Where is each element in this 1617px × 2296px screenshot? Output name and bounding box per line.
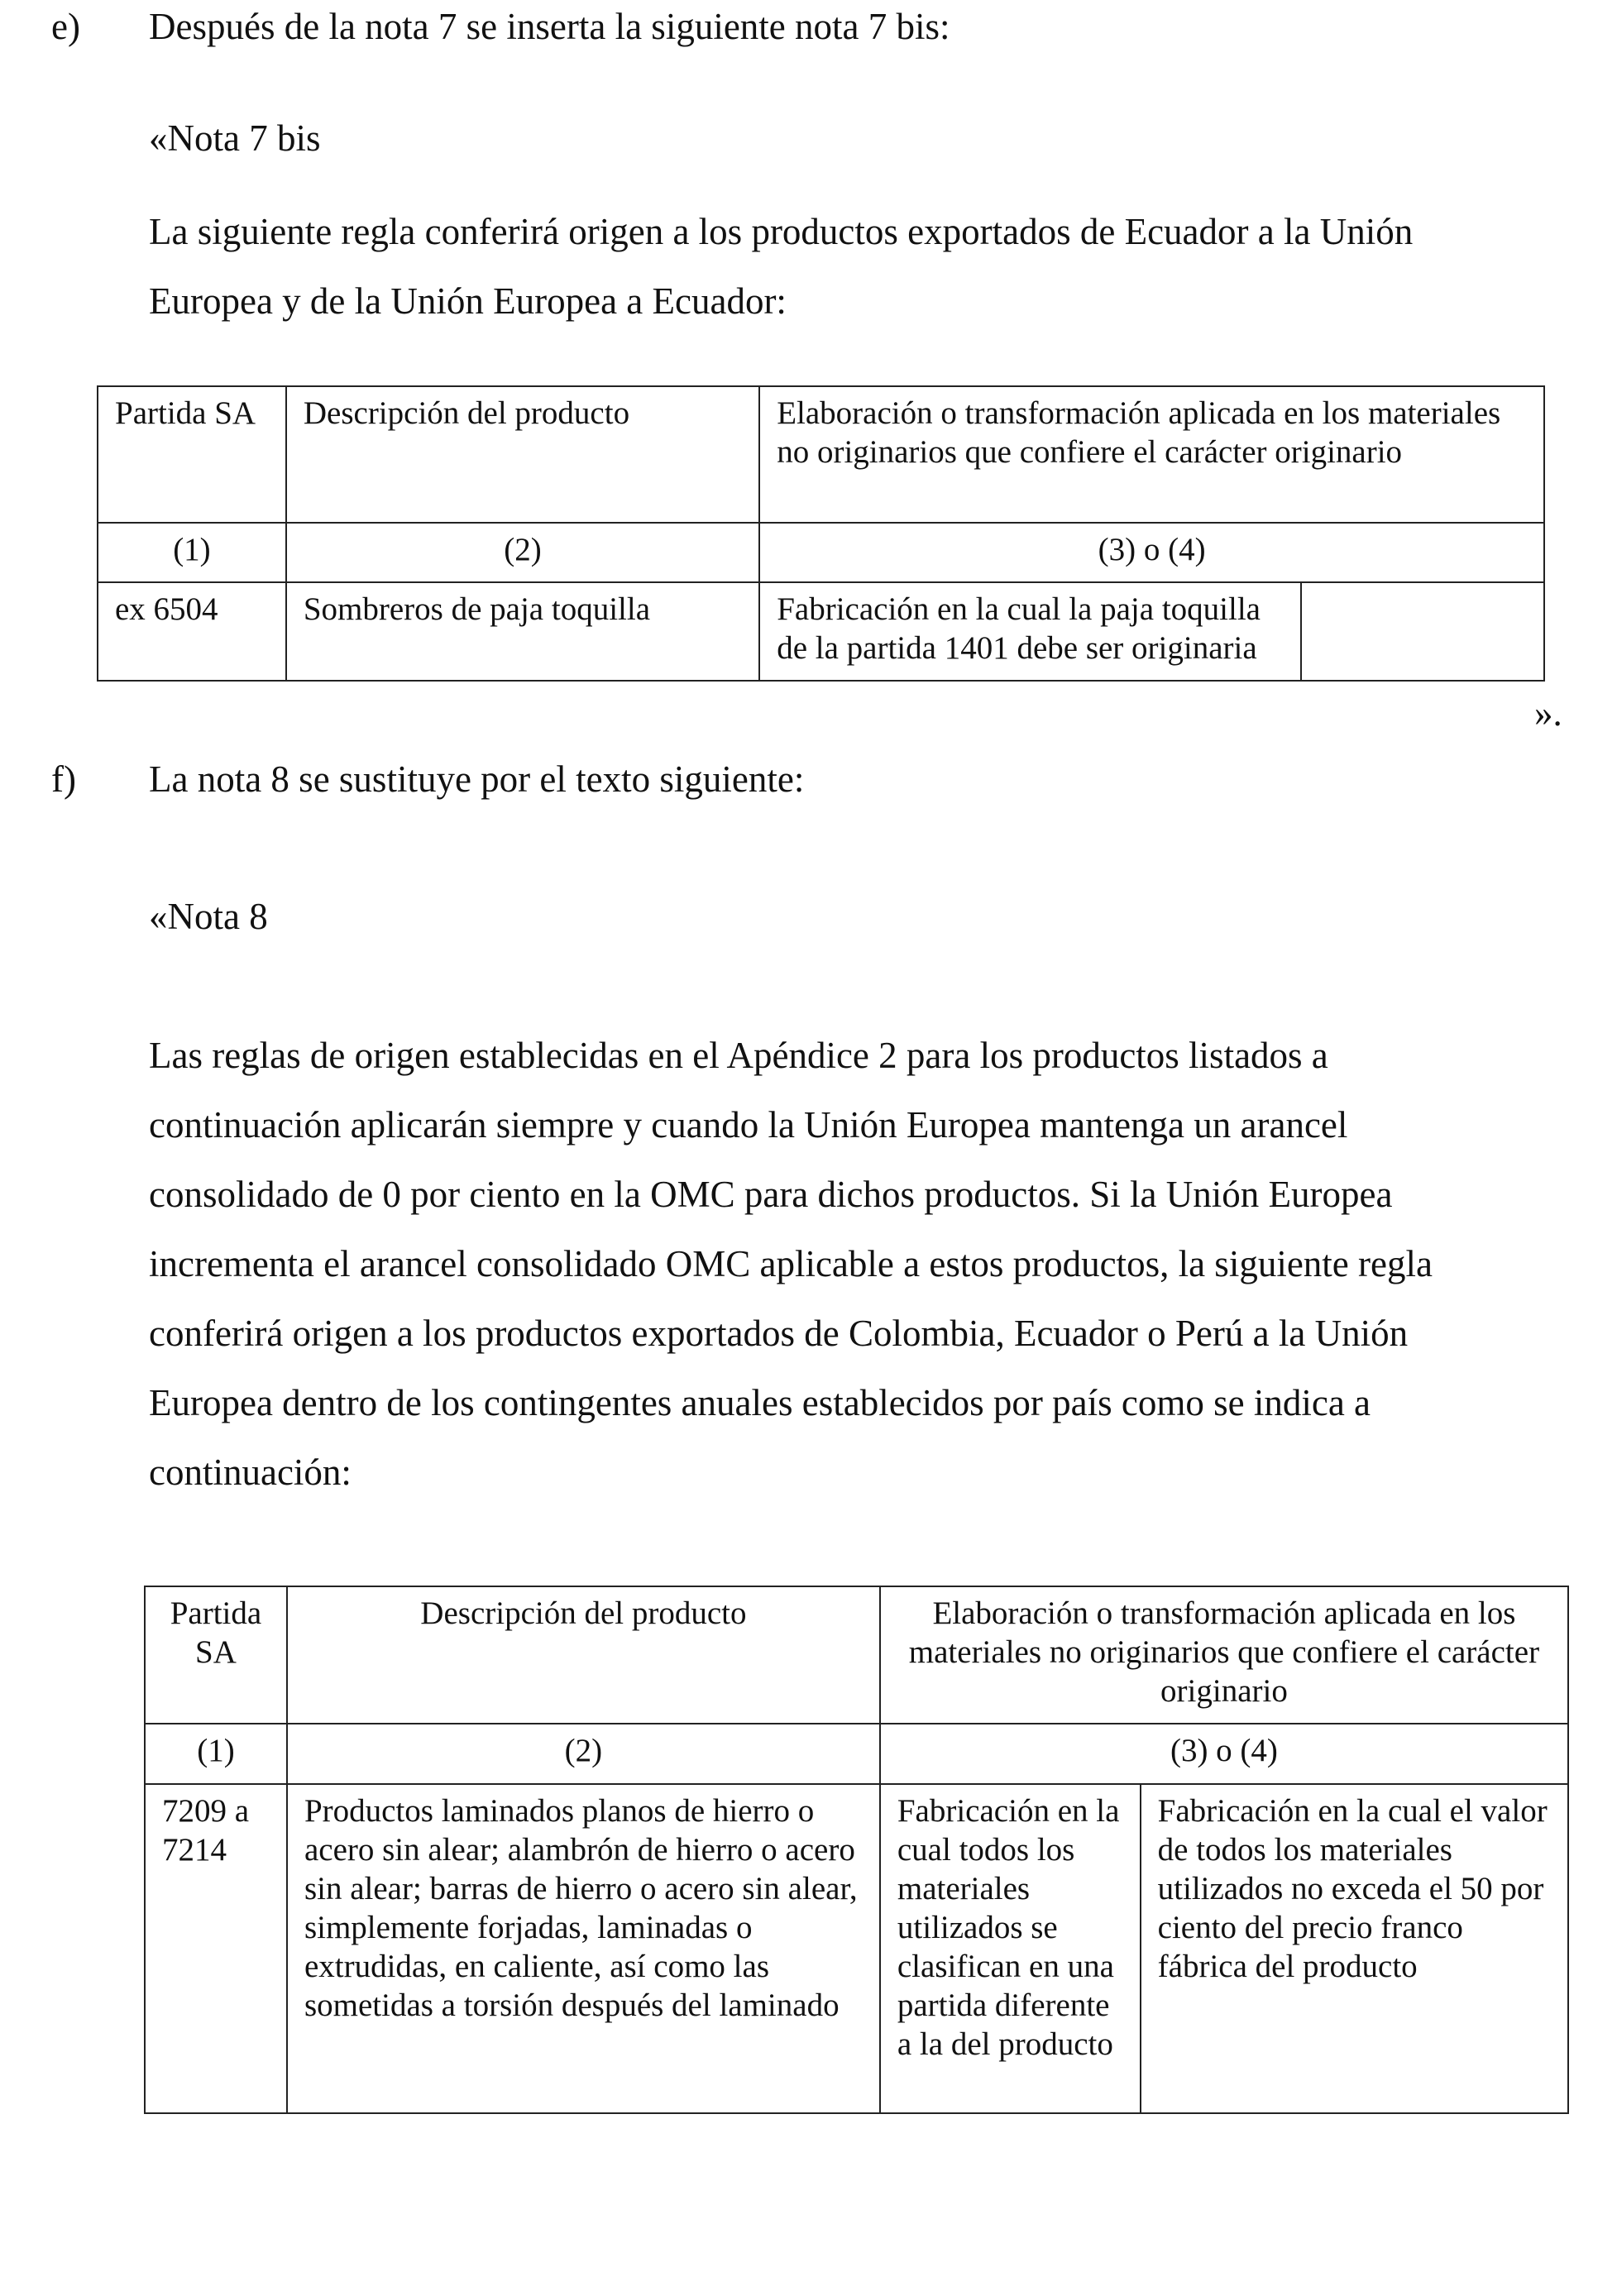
note-7bis-intro-line-2: Europea y de la Unión Europea a Ecuador: <box>149 280 787 322</box>
paragraph-line: consolidado de 0 por ciento en la OMC para dichos productos. Si la Unión Europea <box>149 1174 1393 1215</box>
note-8-paragraph <box>149 1021 1555 1507</box>
table-header-row <box>98 386 1544 523</box>
table-row <box>145 1784 1568 2113</box>
item-e-heading: Después de la nota 7 se inserta la siguiente nota 7 bis: <box>149 6 950 47</box>
table-number-row <box>145 1724 1568 1784</box>
header-elaboracion: Elaboración o transformación aplicada en los materiales no originarios que confiere el carácter originario <box>880 1586 1568 1724</box>
item-e-label: e) <box>51 6 80 47</box>
note-7bis-intro-line-1: La siguiente regla conferirá origen a los productos exportados de Ecuador a la Unión <box>149 211 1414 252</box>
closing-quote: ». <box>1534 692 1562 734</box>
table-row <box>98 582 1544 681</box>
table-number-row <box>98 523 1544 582</box>
paragraph-line: incrementa el arancel consolidado OMC aplicable a estos productos, la siguiente regla <box>149 1243 1433 1284</box>
col-number-1: (1) <box>98 523 286 582</box>
table-header-row <box>145 1586 1568 1724</box>
cell-partida: 7209 a 7214 <box>145 1784 287 2113</box>
header-elaboracion: Elaboración o transformación aplicada en los materiales no originarios que confiere el carácter originario <box>759 386 1544 523</box>
header-partida-sa: Partida SA <box>145 1586 287 1724</box>
cell-regla-3: Fabricación en la cual la paja toquilla de la partida 1401 debe ser originaria <box>759 582 1301 681</box>
item-f-heading: La nota 8 se sustituye por el texto siguiente: <box>149 758 805 800</box>
col-number-2: (2) <box>287 1724 880 1784</box>
rule-table-7bis <box>97 385 1545 682</box>
col-number-1: (1) <box>145 1724 287 1784</box>
paragraph-line: continuación: <box>149 1452 352 1493</box>
paragraph-line: Las reglas de origen establecidas en el Apéndice 2 para los productos listados a <box>149 1035 1328 1076</box>
paragraph-line: Europea dentro de los contingentes anuales establecidos por país como se indica a <box>149 1382 1371 1423</box>
item-f-label: f) <box>51 758 76 800</box>
col-number-3-4: (3) o (4) <box>880 1724 1568 1784</box>
cell-descripcion: Sombreros de paja toquilla <box>286 582 759 681</box>
cell-regla-3: Fabricación en la cual todos los materiales utilizados se clasifican en una partida diferente a la del producto <box>880 1784 1141 2113</box>
note-7bis-title: «Nota 7 bis <box>149 117 321 159</box>
header-descripcion: Descripción del producto <box>286 386 759 523</box>
header-descripcion: Descripción del producto <box>287 1586 880 1724</box>
header-partida-sa: Partida SA <box>98 386 286 523</box>
cell-partida: ex 6504 <box>98 582 286 681</box>
cell-regla-4 <box>1301 582 1544 681</box>
paragraph-line: conferirá origen a los productos exportados de Colombia, Ecuador o Perú a la Unión <box>149 1313 1409 1354</box>
cell-regla-4: Fabricación en la cual el valor de todos los materiales utilizados no exceda el 50 por ciento del precio franco fábrica del producto <box>1141 1784 1568 2113</box>
paragraph-line: continuación aplicarán siempre y cuando la Unión Europea mantenga un arancel <box>149 1104 1348 1146</box>
cell-descripcion: Productos laminados planos de hierro o acero sin alear; alambrón de hierro o acero sin alear; barras de hierro o acero sin alear, simplemente forjadas, laminadas o extrudidas, en caliente, así como las sometidas a torsión después del laminado <box>287 1784 880 2113</box>
col-number-3-4: (3) o (4) <box>759 523 1544 582</box>
note-8-title: «Nota 8 <box>149 896 268 937</box>
col-number-2: (2) <box>286 523 759 582</box>
rule-table-nota-8 <box>144 1586 1569 2114</box>
